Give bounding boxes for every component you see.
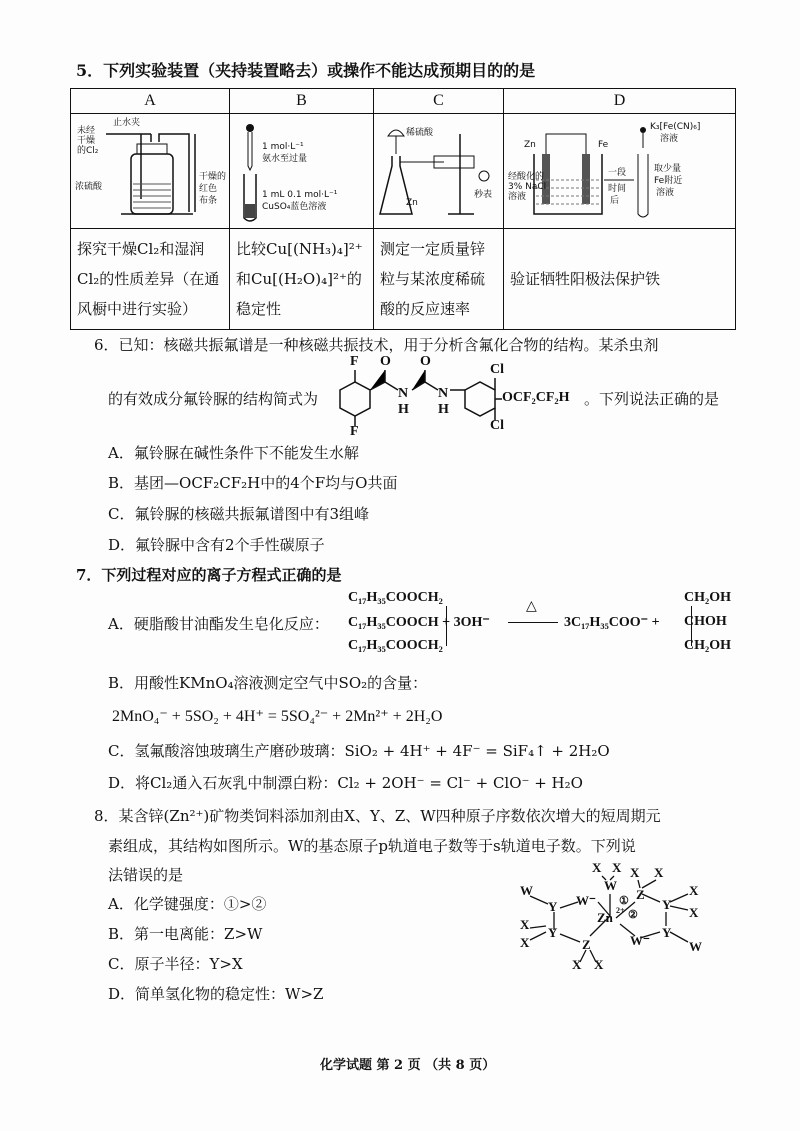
q6-stem: 6．已知：核磁共振氟谱是一种核磁共振技术，用于分析含氟化合物的结构。某杀虫剂 xyxy=(94,336,659,354)
q8-option-d: D．简单氢化物的稳定性：W>Z xyxy=(108,985,324,1003)
q8-option-c: C．原子半径：Y>X xyxy=(108,955,243,973)
label-concentration: 1 mol·L⁻¹ xyxy=(262,142,304,152)
atom-z: Z xyxy=(636,887,645,902)
figure-b-cell xyxy=(230,114,374,229)
atom-o2: O xyxy=(420,354,431,369)
q7-a-glycerol1: CH₂OH xyxy=(684,590,731,605)
q7-option-d: D．将Cl₂通入石灰乳中制漂白粉：Cl₂ + 2OH⁻ = Cl⁻ + ClO⁻ + H₂O xyxy=(108,774,583,792)
atom-y: Y xyxy=(548,925,558,940)
q8-option-b: B．第一电离能：Z>W xyxy=(108,925,263,943)
q6-stem-end: 。下列说法正确的是 xyxy=(584,390,720,408)
purpose-d: 验证牺牲阳极法保护铁 xyxy=(504,229,736,330)
atom-cl-bottom: Cl xyxy=(490,418,504,433)
q7-a-product: 3C₁₇H₃₅COO⁻ + xyxy=(564,615,660,630)
col-header-a: A xyxy=(71,89,230,114)
label-ammonia: 氨水至过量 xyxy=(262,154,308,164)
purpose-b: 比较Cu[(NH₃)₄]²⁺和Cu[(H₂O)₄]²⁺的稳定性 xyxy=(230,229,374,330)
figure-a-cell xyxy=(71,114,230,229)
label-cl2: 的Cl₂ xyxy=(77,146,99,156)
q7-a-bonds xyxy=(446,606,449,646)
q7-option-b-label: B．用酸性KMnO₄溶液测定空气中SO₂的含量： xyxy=(108,674,428,692)
label-near-fe: Fe附近 xyxy=(654,176,683,186)
atom-x: X xyxy=(612,860,622,875)
q5-stem: 5．下列实验装置（夹持装置略去）或操作不能达成预期目的的是 xyxy=(76,61,536,80)
q8-stem-cont: 素组成，其结构如图所示。W的基态原子p轨道电子数等于s轨道电子数。下列说 xyxy=(108,837,636,855)
q7-a-row3: C₁₇H₃₅COOCH₂ xyxy=(348,638,443,653)
flask-syringe-drawing xyxy=(374,114,503,228)
label-dilute-acid: 稀硫酸 xyxy=(406,128,434,138)
q7-a-row1: C₁₇H₃₅COOCH₂ xyxy=(348,590,443,605)
glycerol-bonds xyxy=(691,606,692,646)
label-sample: 溶液 xyxy=(656,188,675,198)
atom-x: X xyxy=(630,865,640,880)
label-period: 一段 xyxy=(608,168,627,178)
label-fe-electrode: Fe xyxy=(598,140,609,150)
figure-d-cell xyxy=(504,114,736,229)
label-zinc: Zn xyxy=(406,198,418,208)
atom-h1: H xyxy=(398,402,409,417)
atom-x: X xyxy=(689,883,699,898)
label-time: 时间 xyxy=(608,184,627,194)
zinc-complex-structure xyxy=(490,858,720,978)
q6-option-d: D．氟铃脲中含有2个手性碳原子 xyxy=(108,536,325,554)
complex-stability-apparatus xyxy=(230,114,373,228)
label-acidified: 经酸化的 xyxy=(508,172,545,182)
label-sulfuric-acid: 浓硫酸 xyxy=(75,182,103,192)
zn-charge: 2+ xyxy=(616,906,625,915)
atom-w-minus: W⁻ xyxy=(630,933,650,948)
label-take: 取少量 xyxy=(654,164,682,174)
purpose-a: 探究干燥Cl₂和湿润Cl₂的性质差异（在通风橱中进行实验） xyxy=(71,229,230,330)
label-volume: 1 mL 0.1 mol·L⁻¹ xyxy=(262,190,338,200)
atom-n1: N xyxy=(398,386,409,401)
bond-label-1: ① xyxy=(619,895,629,907)
atom-w: W xyxy=(604,878,617,893)
bond-label-2: ② xyxy=(628,909,638,921)
atom-x: X xyxy=(689,905,699,920)
atom-cl-top: Cl xyxy=(490,362,504,377)
atom-y: Y xyxy=(548,899,558,914)
page-footer: 化学试题 第 2 页 （共 8 页） xyxy=(320,1058,496,1073)
atom-x: X xyxy=(594,957,604,972)
label-reagent-solution: 溶液 xyxy=(660,134,679,144)
atom-x: X xyxy=(592,860,602,875)
q7-a-glycerol2: CHOH xyxy=(684,614,727,629)
label-dried: 干燥的 xyxy=(199,172,227,182)
q6-option-c: C．氟铃脲的核磁共振氟谱图中有3组峰 xyxy=(108,505,370,523)
q5-table xyxy=(70,88,736,330)
atom-z: Z xyxy=(582,937,591,952)
q7-stem: 7．下列过程对应的离子方程式正确的是 xyxy=(76,566,342,584)
reaction-rate-apparatus xyxy=(374,114,503,228)
atom-w: W xyxy=(689,939,702,954)
atom-f-top: F xyxy=(350,354,359,369)
label-cuso4: CuSO₄蓝色溶液 xyxy=(262,202,327,212)
q6-option-a: A．氟铃脲在碱性条件下不能发生水解 xyxy=(108,444,359,462)
q7-a-row2: C₁₇H₃₅COOCH + 3OH⁻ xyxy=(348,615,490,630)
col-header-c: C xyxy=(374,89,504,114)
atom-w: W xyxy=(520,883,533,898)
q7-a-heat: △ xyxy=(526,598,537,614)
atom-o1: O xyxy=(380,354,391,369)
q7-a-glycerol3: CH₂OH xyxy=(684,638,731,653)
label-clamp: 止水夹 xyxy=(113,118,141,128)
q6-option-b: B．基团—OCF₂CF₂H中的4个F均与O共面 xyxy=(108,474,398,492)
atom-f-bottom: F xyxy=(350,424,359,439)
label-red: 红色 xyxy=(199,184,218,194)
q7-option-c: C．氢氟酸溶蚀玻璃生产磨砂玻璃：SiO₂ + 4H⁺ + 4F⁻ = SiF₄↑ + 2H₂O xyxy=(108,742,610,760)
label-solution: 溶液 xyxy=(508,192,527,202)
atom-y: Y xyxy=(662,925,672,940)
label-reagent: K₃[Fe(CN)₆] xyxy=(650,122,701,132)
q8-stem: 8．某含锌(Zn²⁺)矿物类饲料添加剂由X、Y、Z、W四种原子序数依次增大的短周期元 xyxy=(94,807,661,825)
chlorine-drying-apparatus xyxy=(71,114,229,228)
atom-x: X xyxy=(654,865,664,880)
label-nacl: 3% NaCl xyxy=(508,182,547,192)
atom-x: X xyxy=(572,957,582,972)
q7-option-a-label: A．硬脂酸甘油酯发生皂化反应： xyxy=(108,615,329,633)
q8-stem-end: 法错误的是 xyxy=(108,866,184,884)
atom-x: X xyxy=(520,935,530,950)
label-dry: 干燥 xyxy=(77,136,96,146)
sacrificial-anode-apparatus xyxy=(504,114,735,228)
col-header-b: B xyxy=(230,89,374,114)
atom-zn: Zn xyxy=(597,910,613,925)
label-untreated: 未经 xyxy=(77,126,96,136)
atom-h2: H xyxy=(438,402,449,417)
atom-x: X xyxy=(520,917,530,932)
col-header-d: D xyxy=(504,89,736,114)
atom-w-minus: W⁻ xyxy=(576,893,596,908)
figure-c-cell xyxy=(374,114,504,229)
q6-stem-cont: 的有效成分氟铃脲的结构简式为 xyxy=(108,390,319,408)
label-after: 后 xyxy=(610,196,620,206)
hexaflumuron-structure xyxy=(330,354,580,439)
atom-n2: N xyxy=(438,386,449,401)
group-ocf2cf2h: OCF₂CF₂H xyxy=(502,390,570,405)
purpose-c: 测定一定质量锌粒与某浓度稀硫酸的反应速率 xyxy=(374,229,504,330)
q8-option-a: A．化学键强度：①>② xyxy=(108,895,267,913)
label-stopwatch: 秒表 xyxy=(474,190,493,200)
atom-y: Y xyxy=(662,897,672,912)
reaction-arrow xyxy=(508,622,558,623)
q7-option-b-equation: 2MnO₄⁻ + 5SO₂ + 4H⁺ = 5SO₄²⁻ + 2Mn²⁺ + 2H₂O xyxy=(112,708,443,725)
label-zn-electrode: Zn xyxy=(524,140,536,150)
label-cloth: 布条 xyxy=(199,196,218,206)
